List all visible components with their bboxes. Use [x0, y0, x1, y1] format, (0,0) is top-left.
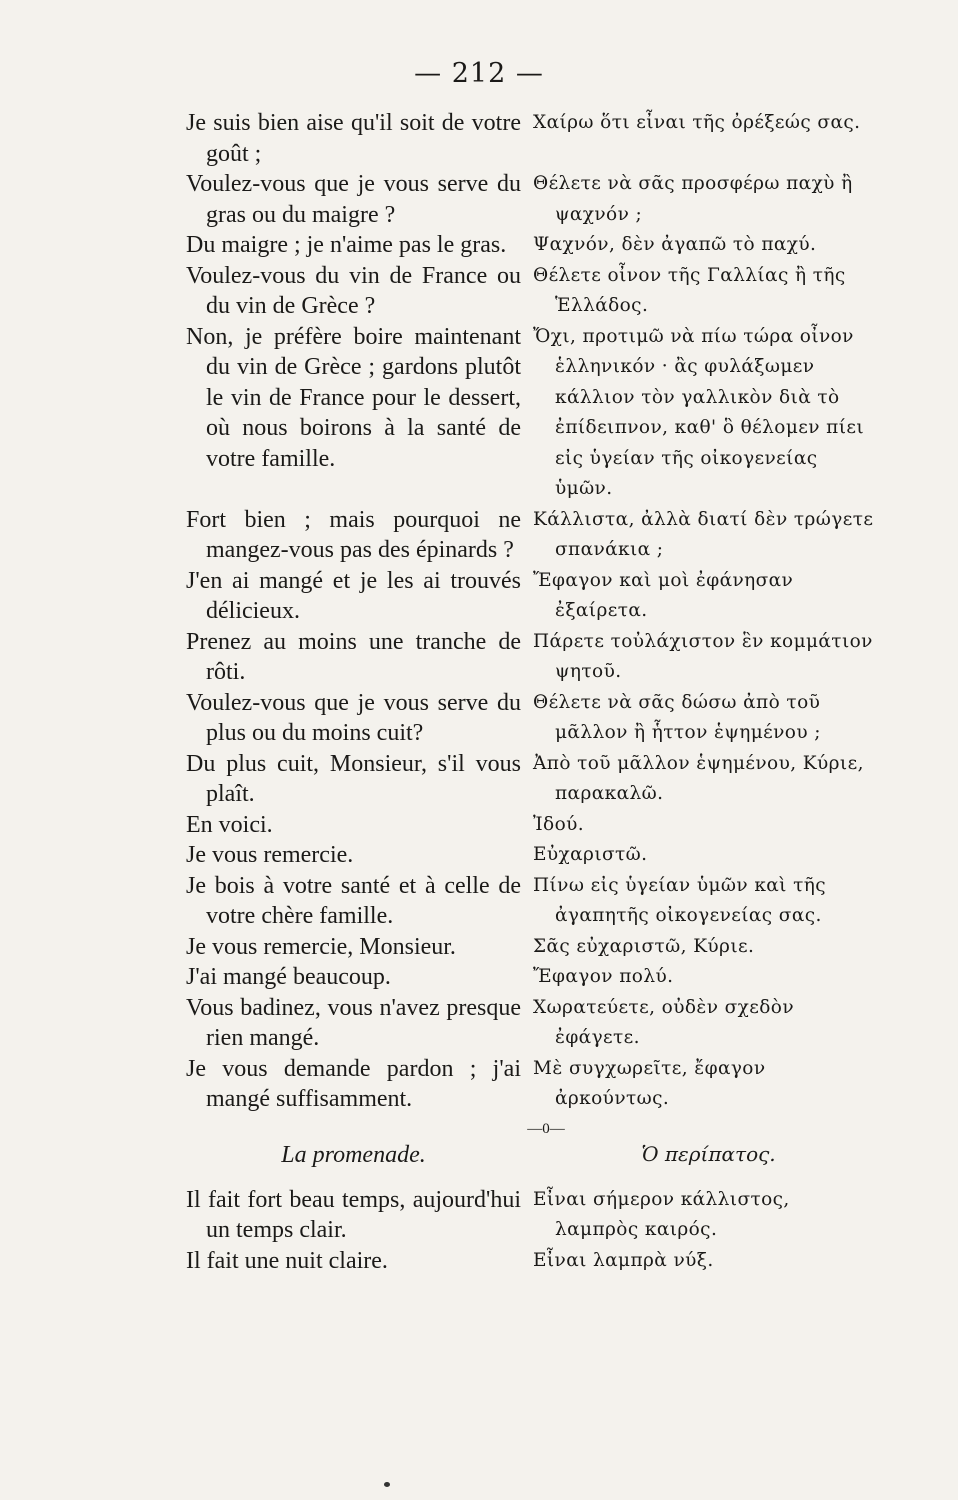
- french-line: [186, 505, 531, 566]
- greek-line: [531, 169, 876, 230]
- greek-line: [531, 993, 876, 1054]
- french-line: [186, 230, 531, 261]
- greek-text: Πίνω εἰς ὑγείαν ὑμῶν καὶ τῆς ἀγαπητῆς οἰκογενείας σας.: [533, 874, 826, 926]
- dialogue-row: [186, 1185, 876, 1246]
- greek-text: Ἰδού.: [533, 813, 585, 835]
- greek-text: Ἔφαγον καὶ μοὶ ἐφάνησαν ἐξαίρετα.: [533, 569, 794, 621]
- greek-line: [531, 871, 876, 932]
- french-text: Voulez-vous que je vous serve du plus ou du moins cuit?: [186, 689, 521, 746]
- french-line: [186, 840, 531, 871]
- greek-text: Εἶναι σήμερον κάλλιστος, λαμπρὸς καιρός.: [533, 1188, 790, 1240]
- french-line: [186, 1246, 531, 1277]
- french-text: Je vous demande pardon ; j'ai mangé suffisamment.: [186, 1055, 521, 1112]
- french-line: [186, 932, 531, 963]
- french-line: [186, 1054, 531, 1115]
- greek-text: Θέλετε νὰ σᾶς προσφέρω παχὺ ἢ ψαχνόν ;: [533, 173, 853, 225]
- greek-line: [531, 322, 876, 505]
- french-line: [186, 108, 531, 169]
- greek-text: Θέλετε οἶνον τῆς Γαλλίας ἢ τῆς Ἑλλάδος.: [533, 264, 846, 316]
- french-line: [186, 169, 531, 230]
- french-line: [186, 871, 531, 932]
- dialogue-row: [186, 993, 876, 1054]
- french-line: [186, 322, 531, 475]
- french-line: [186, 962, 531, 993]
- dialogue-row: [186, 840, 876, 871]
- dialogue-row: [186, 749, 876, 810]
- ink-speck: [384, 1482, 390, 1487]
- french-text: En voici.: [186, 811, 273, 838]
- dialogue-row: [186, 1246, 876, 1277]
- french-line: [186, 810, 531, 841]
- french-line: [186, 1185, 531, 1246]
- greek-line: [531, 230, 876, 261]
- section-separator: —0—: [527, 1120, 565, 1137]
- bilingual-text: [186, 108, 876, 1276]
- dialogue-row: [186, 322, 876, 505]
- dialogue-row: [186, 932, 876, 963]
- french-text: Il fait une nuit claire.: [186, 1247, 388, 1274]
- greek-text: Θέλετε νὰ σᾶς δώσω ἀπὸ τοῦ μᾶλλον ἢ ἧττον ἑψημένου ;: [533, 691, 821, 743]
- greek-line: [531, 688, 876, 749]
- greek-text: Χαίρω ὅτι εἶναι τῆς ὀρέξεώς σας.: [533, 112, 861, 133]
- french-text: J'en ai mangé et je les ai trouvés délicieux.: [186, 567, 521, 624]
- greek-line: [531, 1185, 876, 1246]
- dialogue-row: [186, 688, 876, 749]
- dialogue-row: [186, 566, 876, 627]
- section-title-french: La promenade.: [281, 1141, 426, 1168]
- page-number: — 212 —: [414, 58, 544, 89]
- greek-text: Εἶναι λαμπρὰ νύξ.: [533, 1249, 714, 1271]
- dialogue-row: [186, 1054, 876, 1115]
- french-line: [186, 749, 531, 810]
- greek-text: Μὲ συγχωρεῖτε, ἔφαγον ἀρκούντως.: [533, 1057, 766, 1109]
- greek-text: Κάλλιστα, ἀλλὰ διατί δὲν τρώγετε σπανάκια ;: [533, 508, 874, 560]
- greek-line: [531, 932, 876, 963]
- dialogue-section-2: [186, 1185, 876, 1277]
- section-title-greek: Ὁ περίπατος.: [641, 1141, 776, 1166]
- greek-line: [531, 261, 876, 322]
- dialogue-row: [186, 169, 876, 230]
- greek-line: [531, 1054, 876, 1115]
- greek-line: [531, 505, 876, 566]
- greek-text: Ἀπὸ τοῦ μᾶλλον ἑψημένου, Κύριε, παρακαλῶ.: [533, 752, 864, 804]
- french-text: Fort bien ; mais pourquoi ne mangez-vous pas des épinards ?: [186, 506, 521, 563]
- greek-line: [531, 1246, 876, 1277]
- dialogue-row: [186, 871, 876, 932]
- greek-line: [531, 840, 876, 871]
- greek-line: [531, 108, 876, 139]
- french-text: Du maigre ; je n'aime pas le gras.: [186, 232, 507, 258]
- greek-text: Ψαχνόν, δὲν ἀγαπῶ τὸ παχύ.: [533, 234, 817, 255]
- dialogue-row: [186, 108, 876, 169]
- dialogue-row: [186, 810, 876, 841]
- greek-text: Ὄχι, προτιμῶ νὰ πίω τώρα οἶνον ἑλληνικόν · ἂς φυλάξωμεν κάλλιον τὸν γαλλικὸν διὰ τὸ ἐπίδειπνον, καθ' ὃ θέλομεν πίει εἰς ὑγείαν τῆς οἰκογενείας ὑμῶν.: [533, 325, 865, 499]
- greek-text: Σᾶς εὐχαριστῶ, Κύριε.: [533, 935, 755, 957]
- french-text: Non, je préfère boire maintenant du vin de Grèce ; gardons plutôt le vin de France pour le dessert, où nous boirons à la santé de votre famille.: [186, 323, 521, 472]
- section-titles: [186, 1142, 876, 1169]
- greek-line: [531, 749, 876, 810]
- dialogue-row: [186, 261, 876, 322]
- french-text: J'ai mangé beaucoup.: [186, 964, 391, 990]
- greek-line: [531, 962, 876, 993]
- french-line: [186, 261, 531, 322]
- french-text: Il fait fort beau temps, aujourd'hui un temps clair.: [186, 1186, 521, 1243]
- greek-line: [531, 566, 876, 627]
- greek-text: Ἔφαγον πολύ.: [533, 966, 674, 987]
- dialogue-row: [186, 962, 876, 993]
- dialogue-row: [186, 230, 876, 261]
- greek-line: [531, 627, 876, 688]
- french-line: [186, 993, 531, 1054]
- french-text: Je suis bien aise qu'il soit de votre goût ;: [186, 110, 521, 167]
- dialogue-row: [186, 505, 876, 566]
- french-text: Voulez-vous du vin de France ou du vin de Grèce ?: [186, 262, 521, 319]
- french-line: [186, 566, 531, 627]
- french-text: Vous badinez, vous n'avez presque rien mangé.: [186, 994, 521, 1051]
- french-text: Voulez-vous que je vous serve du gras ou du maigre ?: [186, 171, 521, 228]
- french-text: Je bois à votre santé et à celle de votre chère famille.: [186, 872, 521, 929]
- greek-text: Εὐχαριστῶ.: [533, 844, 648, 865]
- greek-text: Πάρετε τοὐλάχιστον ἓν κομμάτιον ψητοῦ.: [533, 630, 873, 682]
- greek-text: Χωρατεύετε, οὐδὲν σχεδὸν ἐφάγετε.: [533, 996, 794, 1048]
- french-line: [186, 627, 531, 688]
- french-text: Prenez au moins une tranche de rôti.: [186, 628, 521, 685]
- french-text: Du plus cuit, Monsieur, s'il vous plaît.: [186, 750, 521, 807]
- greek-line: [531, 810, 876, 841]
- dialogue-row: [186, 627, 876, 688]
- french-text: Je vous remercie.: [186, 842, 354, 868]
- french-text: Je vous remercie, Monsieur.: [186, 933, 456, 960]
- dialogue-section-1: [186, 108, 876, 1115]
- french-line: [186, 688, 531, 749]
